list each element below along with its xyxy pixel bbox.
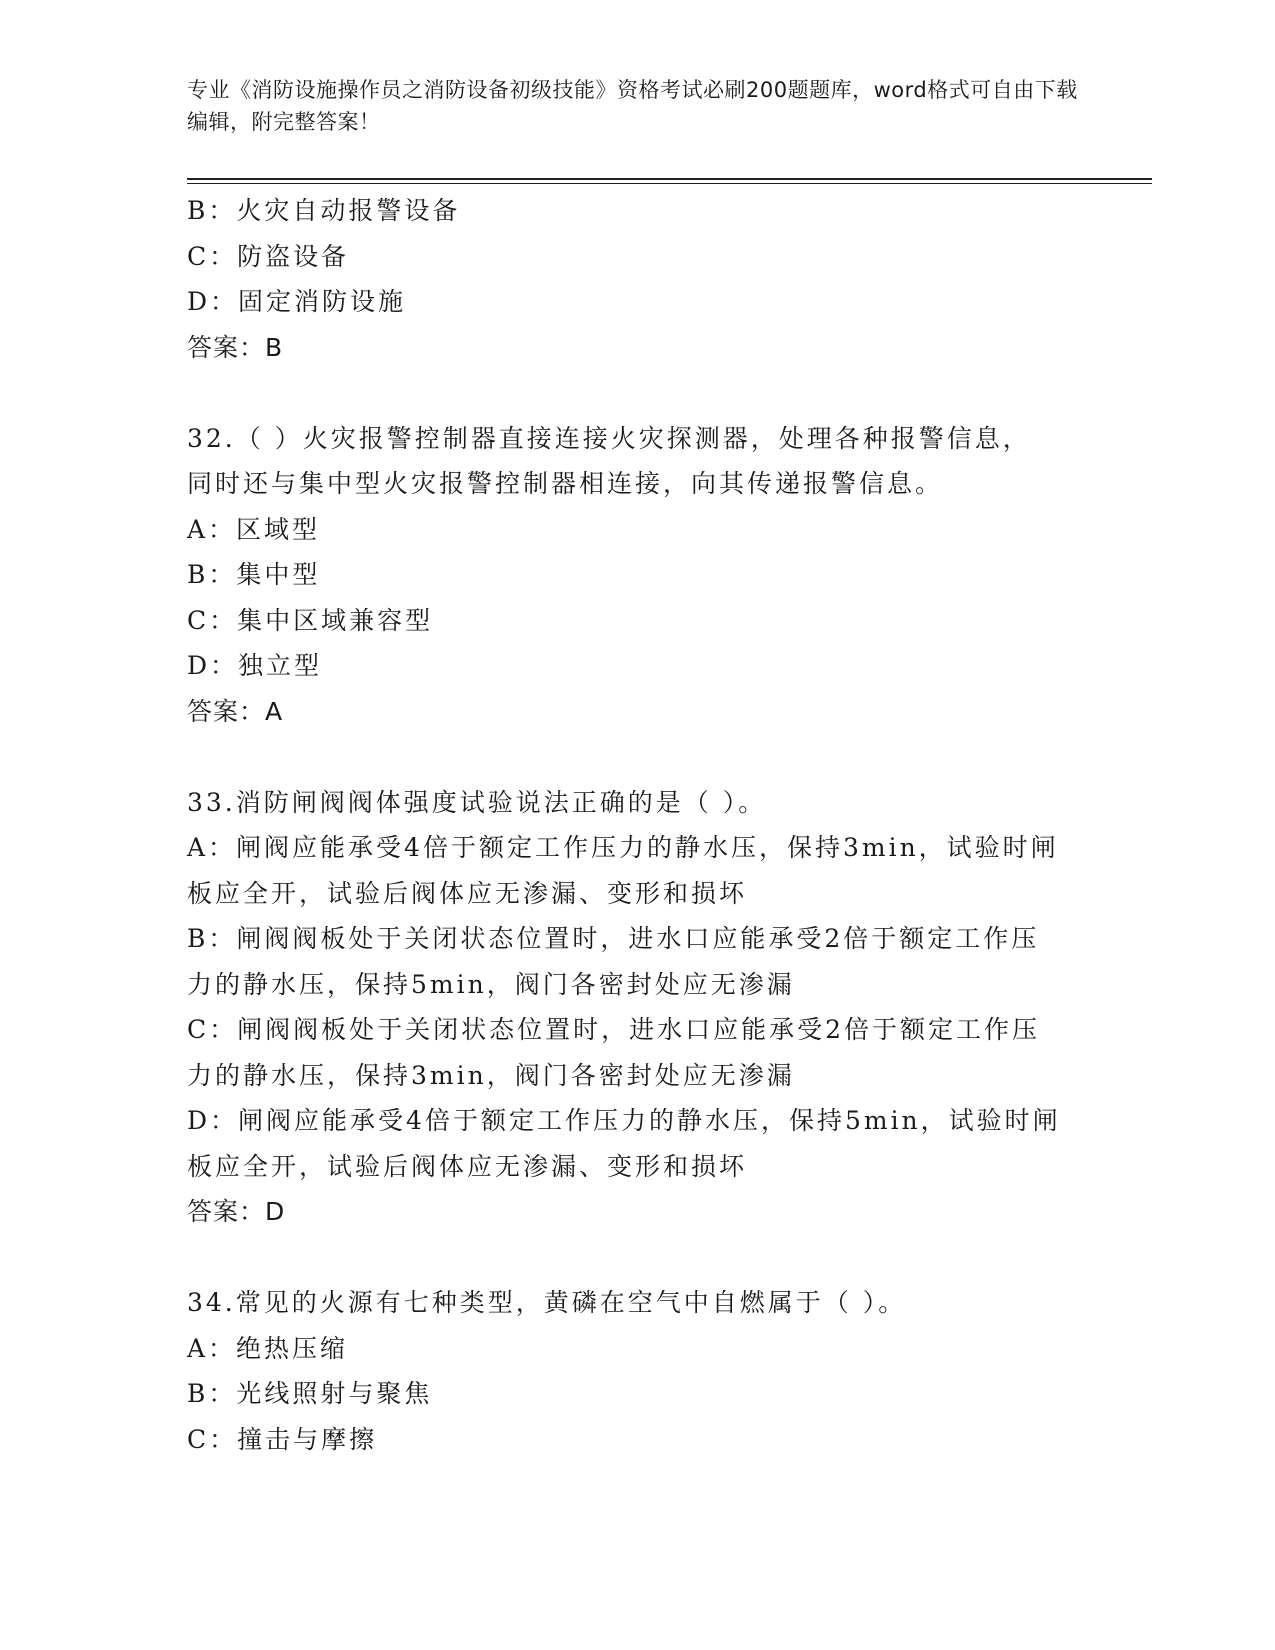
option-d-cont: 板应全开，试验后阀体应无渗漏、变形和损坏 — [187, 1151, 748, 1181]
option-a: A：绝热压缩 — [187, 1333, 349, 1363]
question-content — [187, 188, 1087, 1462]
option-a: A：区域型 — [187, 514, 321, 544]
option-b: B：火灾自动报警设备 — [187, 196, 461, 225]
option-d: D：闸阀应能承受4倍于额定工作压力的静水压，保持5min，试验时闸 — [187, 1106, 1061, 1135]
answer-line: 答案：A — [187, 696, 284, 726]
answer-line: 答案：B — [187, 332, 284, 362]
page-header: 专业《消防设施操作员之消防设备初级技能》资格考试必刷200题题库，word格式可自由下载编辑，附完整答案！ — [187, 78, 1078, 134]
header-rule-thin — [187, 183, 1152, 184]
option-a: A：闸阀应能承受4倍于额定工作压力的静水压，保持3min，试验时闸 — [187, 833, 1059, 862]
option-c: C：防盗设备 — [187, 241, 350, 271]
option-a-cont: 板应全开，试验后阀体应无渗漏、变形和损坏 — [187, 878, 748, 908]
option-c: C：集中区域兼容型 — [187, 605, 434, 635]
option-b: B：闸阀阀板处于关闭状态位置时，进水口应能承受2倍于额定工作压 — [187, 924, 1040, 953]
question-32-stem: 32.（ ）火灾报警控制器直接连接火灾探测器，处理各种报警信息， — [187, 423, 1031, 453]
option-b-cont: 力的静水压，保持5min，阀门各密封处应无渗漏 — [187, 969, 795, 999]
option-b: B：集中型 — [187, 560, 321, 589]
option-c: C：撞击与摩擦 — [187, 1424, 378, 1454]
option-b: B：光线照射与聚焦 — [187, 1379, 433, 1408]
option-c: C：闸阀阀板处于关闭状态位置时，进水口应能承受2倍于额定工作压 — [187, 1015, 1041, 1044]
question-34-stem: 34.常见的火源有七种类型，黄磷在空气中自燃属于（ ）。 — [187, 1288, 907, 1317]
answer-line: 答案：D — [187, 1197, 286, 1226]
option-d: D：独立型 — [187, 651, 323, 680]
header-rule — [187, 178, 1152, 180]
option-d: D：固定消防设施 — [187, 287, 407, 316]
option-c-cont: 力的静水压，保持3min，阀门各密封处应无渗漏 — [187, 1060, 795, 1090]
question-33-stem: 33.消防闸阀阀体强度试验说法正确的是（ ）。 — [187, 787, 767, 817]
question-32-stem-cont: 同时还与集中型火灾报警控制器相连接，向其传递报警信息。 — [187, 469, 944, 498]
